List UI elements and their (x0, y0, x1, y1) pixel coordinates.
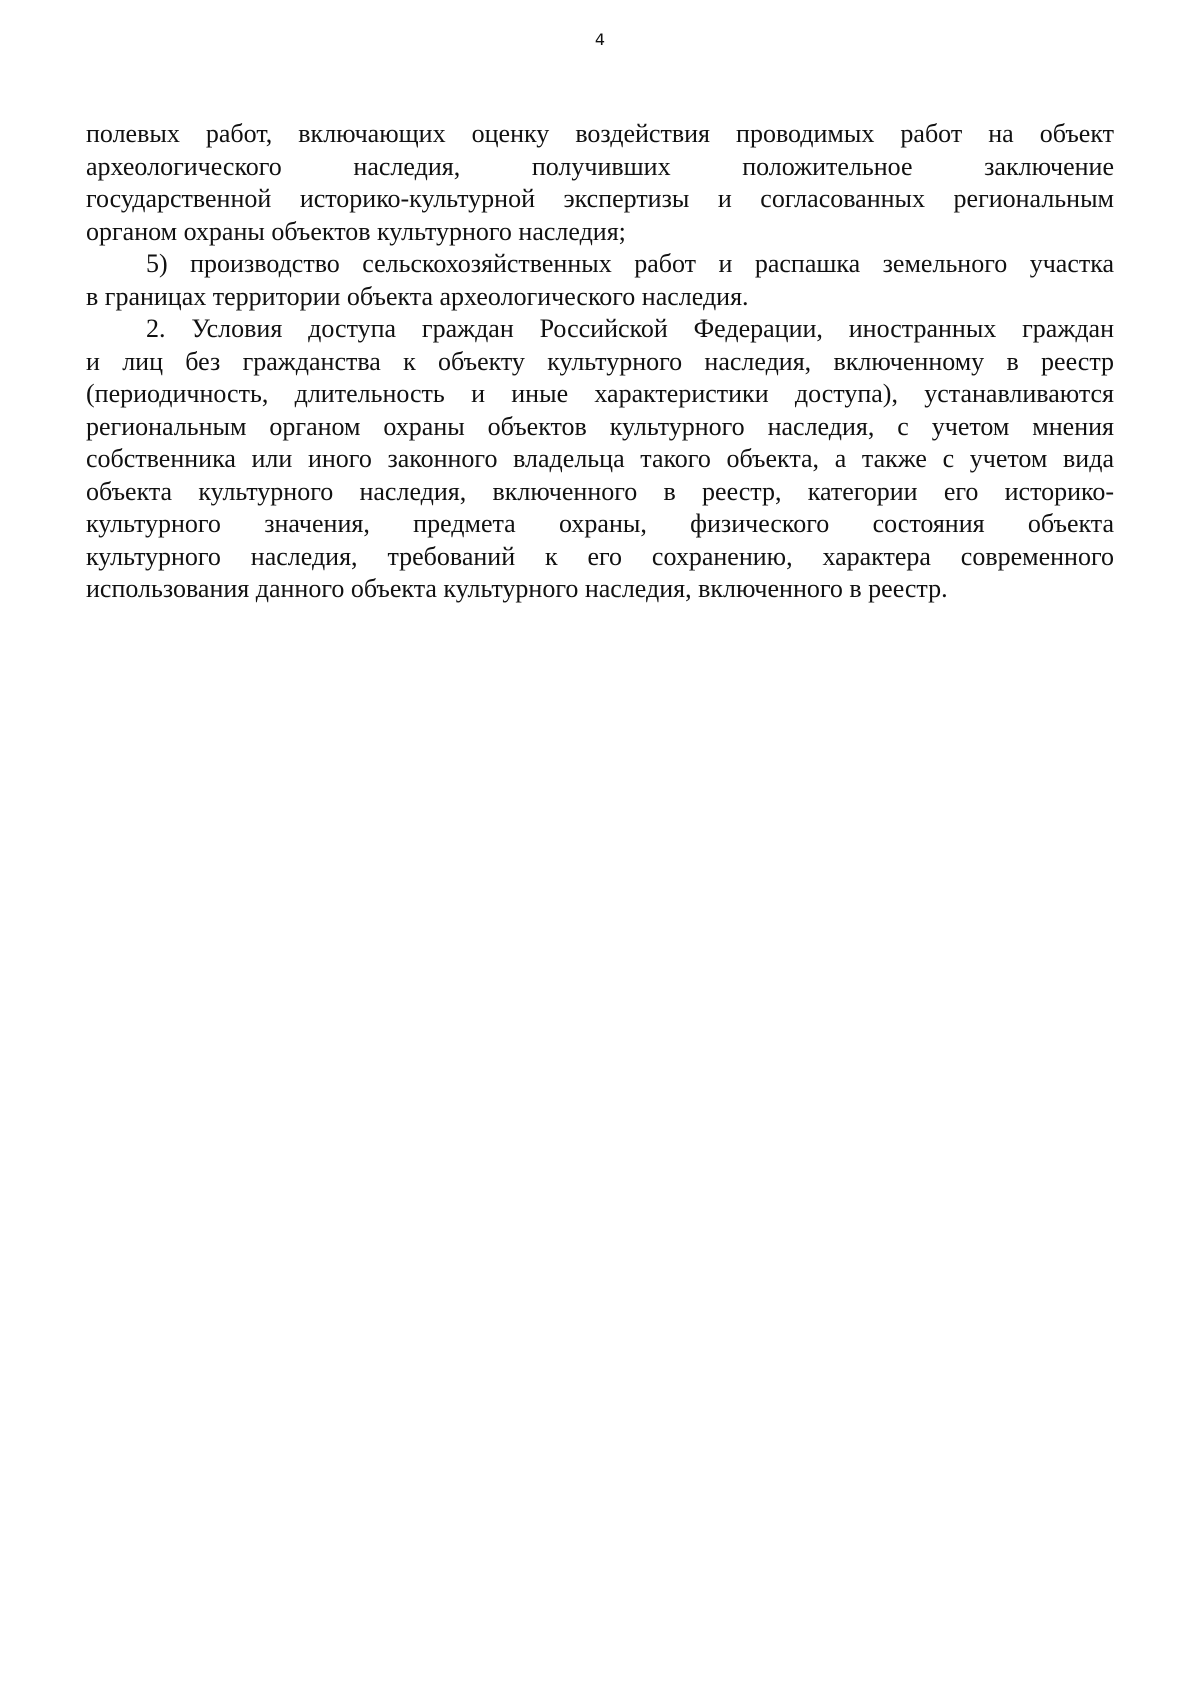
text-line: региональным органом охраны объектов культурного наследия, с учетом мнения (86, 411, 1114, 441)
text-line: культурного наследия, требований к его сохранению, характера современного (86, 541, 1114, 571)
text-line: 5) производство сельскохозяйственных работ и распашка земельного участка (146, 249, 1114, 278)
text-line: собственника или иного законного владельца такого объекта, а также с учетом вида (86, 444, 1114, 473)
text-line: органом охраны объектов культурного наследия; (86, 216, 626, 246)
text-line: 2. Условия доступа граждан Российской Федерации, иностранных граждан (146, 314, 1114, 343)
text-line: культурного значения, предмета охраны, физического состояния объекта (86, 509, 1114, 538)
text-line: полевых работ, включающих оценку воздействия проводимых работ на объект (86, 119, 1114, 148)
text-line: государственной историко-культурной экспертизы и согласованных региональным (86, 184, 1114, 213)
text-line: археологического наследия, получивших положительное заключение (86, 151, 1114, 181)
text-line: в границах территории объекта археологического наследия. (86, 281, 749, 311)
text-line: и лиц без гражданства к объекту культурного наследия, включенному в реестр (86, 346, 1114, 376)
page-number: 4 (594, 30, 606, 49)
text-line: использования данного объекта культурного наследия, включенного в реестр. (86, 574, 948, 603)
paragraph-section-2 (86, 313, 1114, 606)
document-body (86, 118, 1114, 606)
text-line: (периодичность, длительность и иные характеристики доступа), устанавливаются (86, 379, 1114, 408)
paragraph-item-5 (86, 248, 1114, 313)
text-line: объекта культурного наследия, включенного в реестр, категории его историко- (86, 476, 1114, 506)
paragraph-continuation (86, 118, 1114, 248)
